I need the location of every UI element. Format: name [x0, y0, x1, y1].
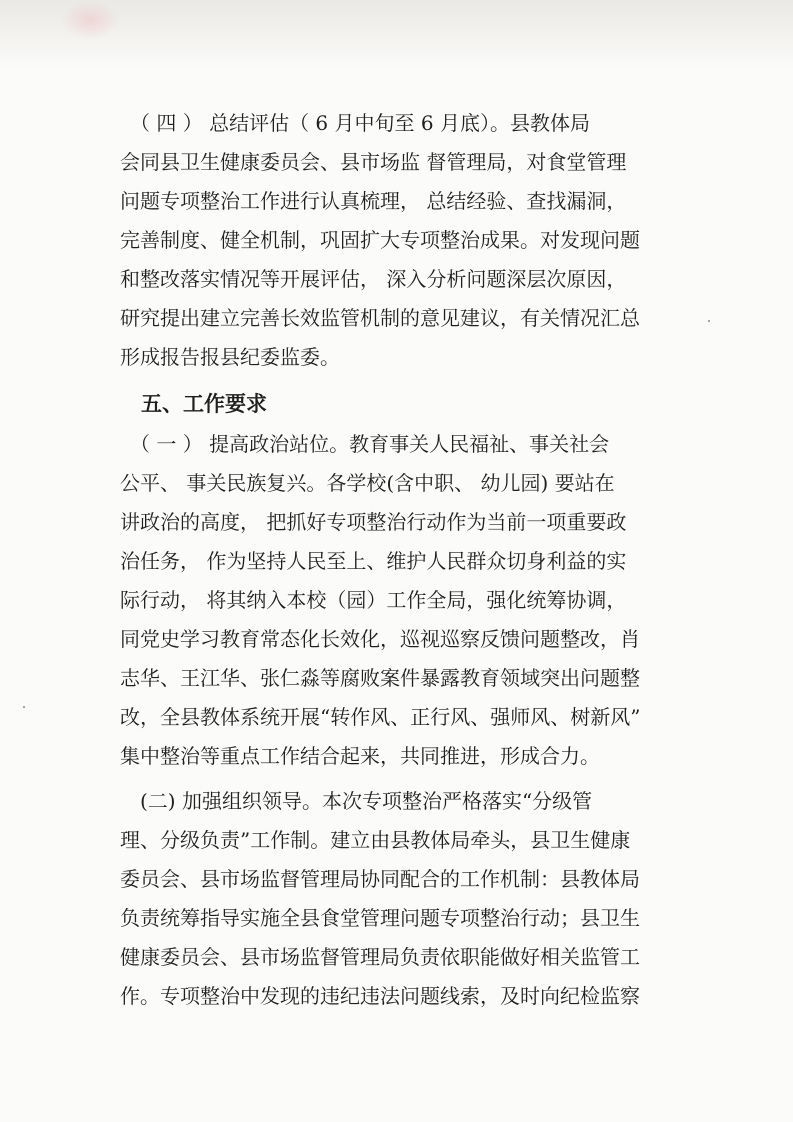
text-line: 治任务， 作为坚持人民至上、维护人民群众切身利益的实	[120, 549, 627, 573]
text-line: （ 四 ） 总结评估（ 6 月中旬至 6 月底）。县教体局	[120, 111, 590, 135]
text-line: 际行动， 将其纳入本校（园）工作全局，强化统筹协调，	[120, 588, 627, 612]
text-line: 改，全县教体系统开展“转作风、正行风、强师风、树新风”	[120, 705, 641, 729]
text-line: 形成报告报县纪委监委。	[120, 345, 340, 369]
text-line: 问题专项整治工作进行认真梳理， 总结经验、查找漏洞，	[120, 189, 627, 213]
requirement-paragraph-2	[120, 782, 676, 1016]
scan-smudge	[60, 0, 120, 40]
text-line: （ 一 ） 提高政治站位。教育事关人民福祉、事关社会	[120, 432, 610, 456]
scan-speck	[23, 706, 25, 708]
text-line: 健康委员会、县市场监督管理局负责依职能做好相关监管工	[120, 945, 640, 969]
text-line: 公平、 事关民族复兴。各学校(含中职、 幼儿园) 要站在	[120, 471, 615, 495]
scan-speck	[708, 320, 710, 322]
text-line: 会同县卫生健康委员会、县市场监 督管理局，对食堂管理	[120, 150, 627, 174]
document-page	[120, 104, 676, 1016]
text-line: 和整改落实情况等开展评估， 深入分析问题深层次原因，	[120, 267, 627, 291]
text-line: 委员会、县市场监督管理局协同配合的工作机制：县教体局	[120, 867, 640, 891]
text-line: 作。专项整治中发现的违纪违法问题线索，及时向纪检监察	[120, 984, 640, 1008]
section-4-paragraph	[120, 104, 676, 377]
text-line: 集中整治等重点工作结合起来，共同推进，形成合力。	[120, 744, 600, 768]
requirement-paragraph-1	[120, 425, 676, 776]
section-heading: 五、工作要求	[120, 392, 267, 416]
text-line: (二) 加强组织领导。本次专项整治严格落实“分级管	[120, 789, 593, 813]
text-line: 研究提出建立完善长效监管机制的意见建议，有关情况汇总	[120, 306, 640, 330]
text-line: 完善制度、健全机制，巩固扩大专项整治成果。对发现问题	[120, 228, 640, 252]
text-line: 讲政治的高度， 把抓好专项整治行动作为当前一项重要政	[120, 510, 627, 534]
text-line: 同党史学习教育常态化长效化，巡视巡察反馈问题整改，肖	[120, 627, 640, 651]
text-line: 理、分级负责”工作制。建立由县教体局牵头，县卫生健康	[120, 828, 631, 852]
text-line: 负责统筹指导实施全县食堂管理问题专项整治行动；县卫生	[120, 906, 640, 930]
text-line: 志华、王江华、张仁淼等腐败案件暴露教育领域突出问题整	[120, 666, 640, 690]
